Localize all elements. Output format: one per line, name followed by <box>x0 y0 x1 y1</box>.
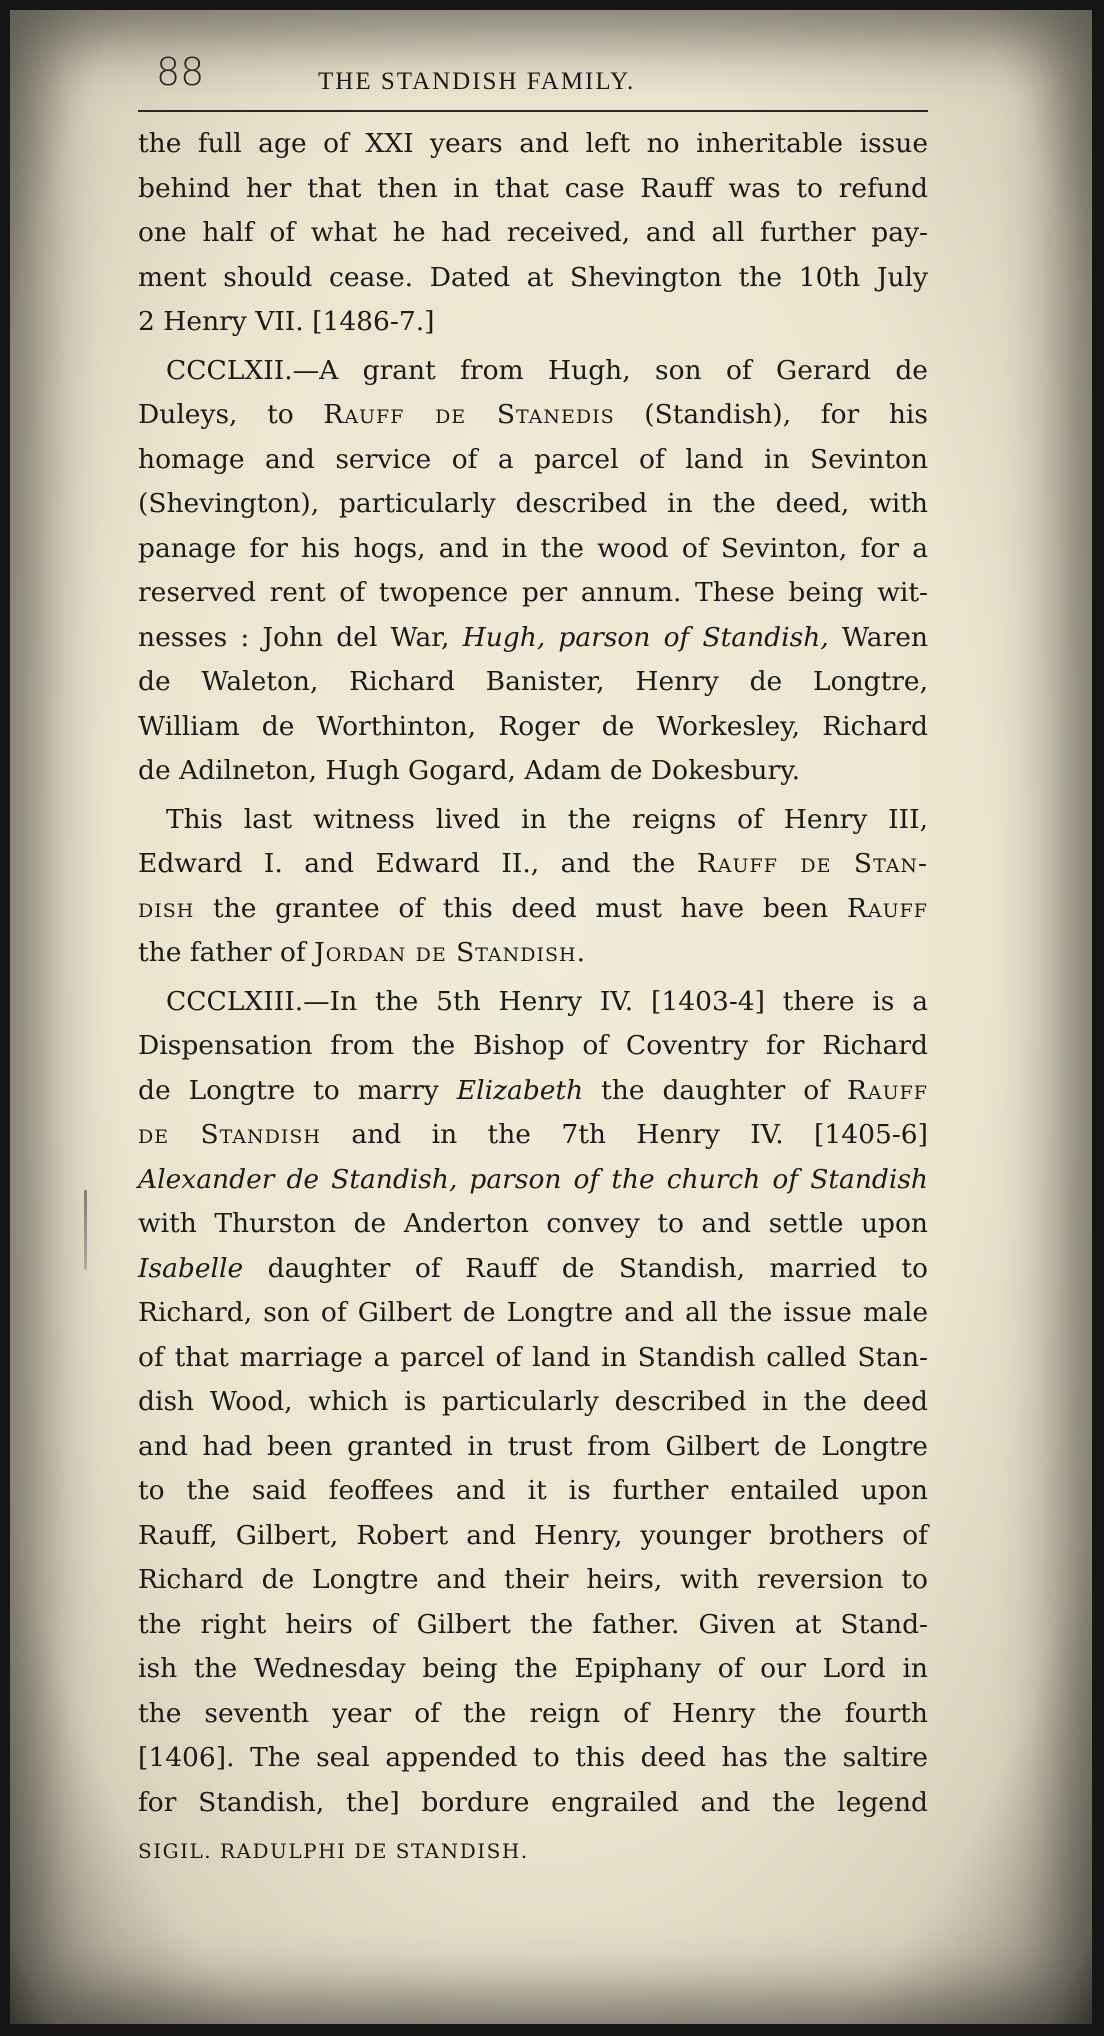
margin-pencil-mark <box>84 1190 87 1270</box>
text-line: William de Worthinton, Roger de Workesley, Richard <box>138 710 928 742</box>
text-line: the right heirs of Gilbert the father. Given at Stand- <box>138 1608 928 1640</box>
text-line: [1406]. The seal appended to this deed has the saltire <box>138 1742 928 1773</box>
paragraph-2 <box>138 349 928 794</box>
text-line: de Adilneton, Hugh Gogard, Adam de Dokesbury. <box>138 755 801 786</box>
seal-legend: SIGIL. RADULPHI DE STANDISH. <box>138 1839 529 1863</box>
text-line: homage and service of a parcel of land in Sevinton <box>138 443 928 475</box>
page-content <box>138 50 928 1874</box>
text-line: of that marriage a parcel of land in Standish called Stan- <box>138 1341 928 1373</box>
text-line: (Shevington), particularly described in the deed, with <box>138 488 928 519</box>
text-line: and had been granted in trust from Gilbert de Longtre <box>138 1430 928 1462</box>
text-line: the full age of XXI years and left no inheritable issue <box>138 128 928 159</box>
text-line: This last witness lived in the reigns of Henry III, <box>166 803 928 835</box>
running-head <box>138 50 928 112</box>
paragraph-3 <box>138 798 928 976</box>
text-line: dish the grantee of this deed must have been Rauff <box>138 892 928 924</box>
text-line: Duleys, to Rauff de Stanedis (Standish), for his <box>138 399 928 430</box>
text-line: Edward I. and Edward II., and the Rauff de Stan- <box>138 848 928 879</box>
text-line: de Longtre to marry Elizabeth the daughter of Rauff <box>138 1074 928 1106</box>
text-line: for Standish, the] bordure engrailed and the legend <box>138 1786 928 1818</box>
text-line: de Waleton, Richard Banister, Henry de Longtre, <box>138 666 928 697</box>
text-line: panage for his hogs, and in the wood of Sevinton, for a <box>138 532 928 564</box>
text-line: Richard, son of Gilbert de Longtre and all the issue male <box>138 1297 928 1328</box>
page-number: 88 <box>156 50 205 94</box>
text-line: 2 Henry VII. [1486-7.] <box>138 306 435 337</box>
paragraph-1 <box>138 122 928 345</box>
text-line: CCCLXIII.—In the 5th Henry IV. [1403-4] there is a <box>166 985 928 1017</box>
text-line: reserved rent of twopence per annum. These being wit- <box>138 577 928 608</box>
text-line: ish the Wednesday being the Epiphany of our Lord in <box>138 1653 928 1684</box>
text-line: Rauff, Gilbert, Robert and Henry, younger brothers of <box>138 1519 928 1551</box>
text-line: Dispensation from the Bishop of Coventry for Richard <box>138 1030 928 1061</box>
text-line: ment should cease. Dated at Shevington the 10th July <box>138 261 928 293</box>
text-line: Richard de Longtre and their heirs, with reversion to <box>138 1564 928 1595</box>
text-line: one half of what he had received, and all further pay- <box>138 217 928 248</box>
text-line: the seventh year of the reign of Henry the fourth <box>138 1697 928 1729</box>
text-line: de Standish and in the 7th Henry IV. [1405-6] <box>138 1119 928 1150</box>
text-line: to the said feoffees and it is further entailed upon <box>138 1475 928 1506</box>
text-line: nesses : John del War, Hugh, parson of Standish, Waren <box>138 621 928 653</box>
text-line: with Thurston de Anderton convey to and settle upon <box>138 1208 928 1239</box>
running-title: THE STANDISH FAMILY. <box>318 68 636 95</box>
text-line: Alexander de Standish, parson of the church of Standish <box>138 1163 928 1195</box>
text-line: dish Wood, which is particularly described in the deed <box>138 1386 928 1417</box>
text-line: CCCLXII.—A grant from Hugh, son of Gerard de <box>166 354 928 386</box>
paragraph-4 <box>138 980 928 1874</box>
text-line: Isabelle daughter of Rauff de Standish, married to <box>138 1252 928 1284</box>
text-line: behind her that then in that case Rauff was to refund <box>138 172 928 204</box>
text-line: the father of Jordan de Standish. <box>138 937 586 968</box>
book-page <box>10 10 1092 2024</box>
